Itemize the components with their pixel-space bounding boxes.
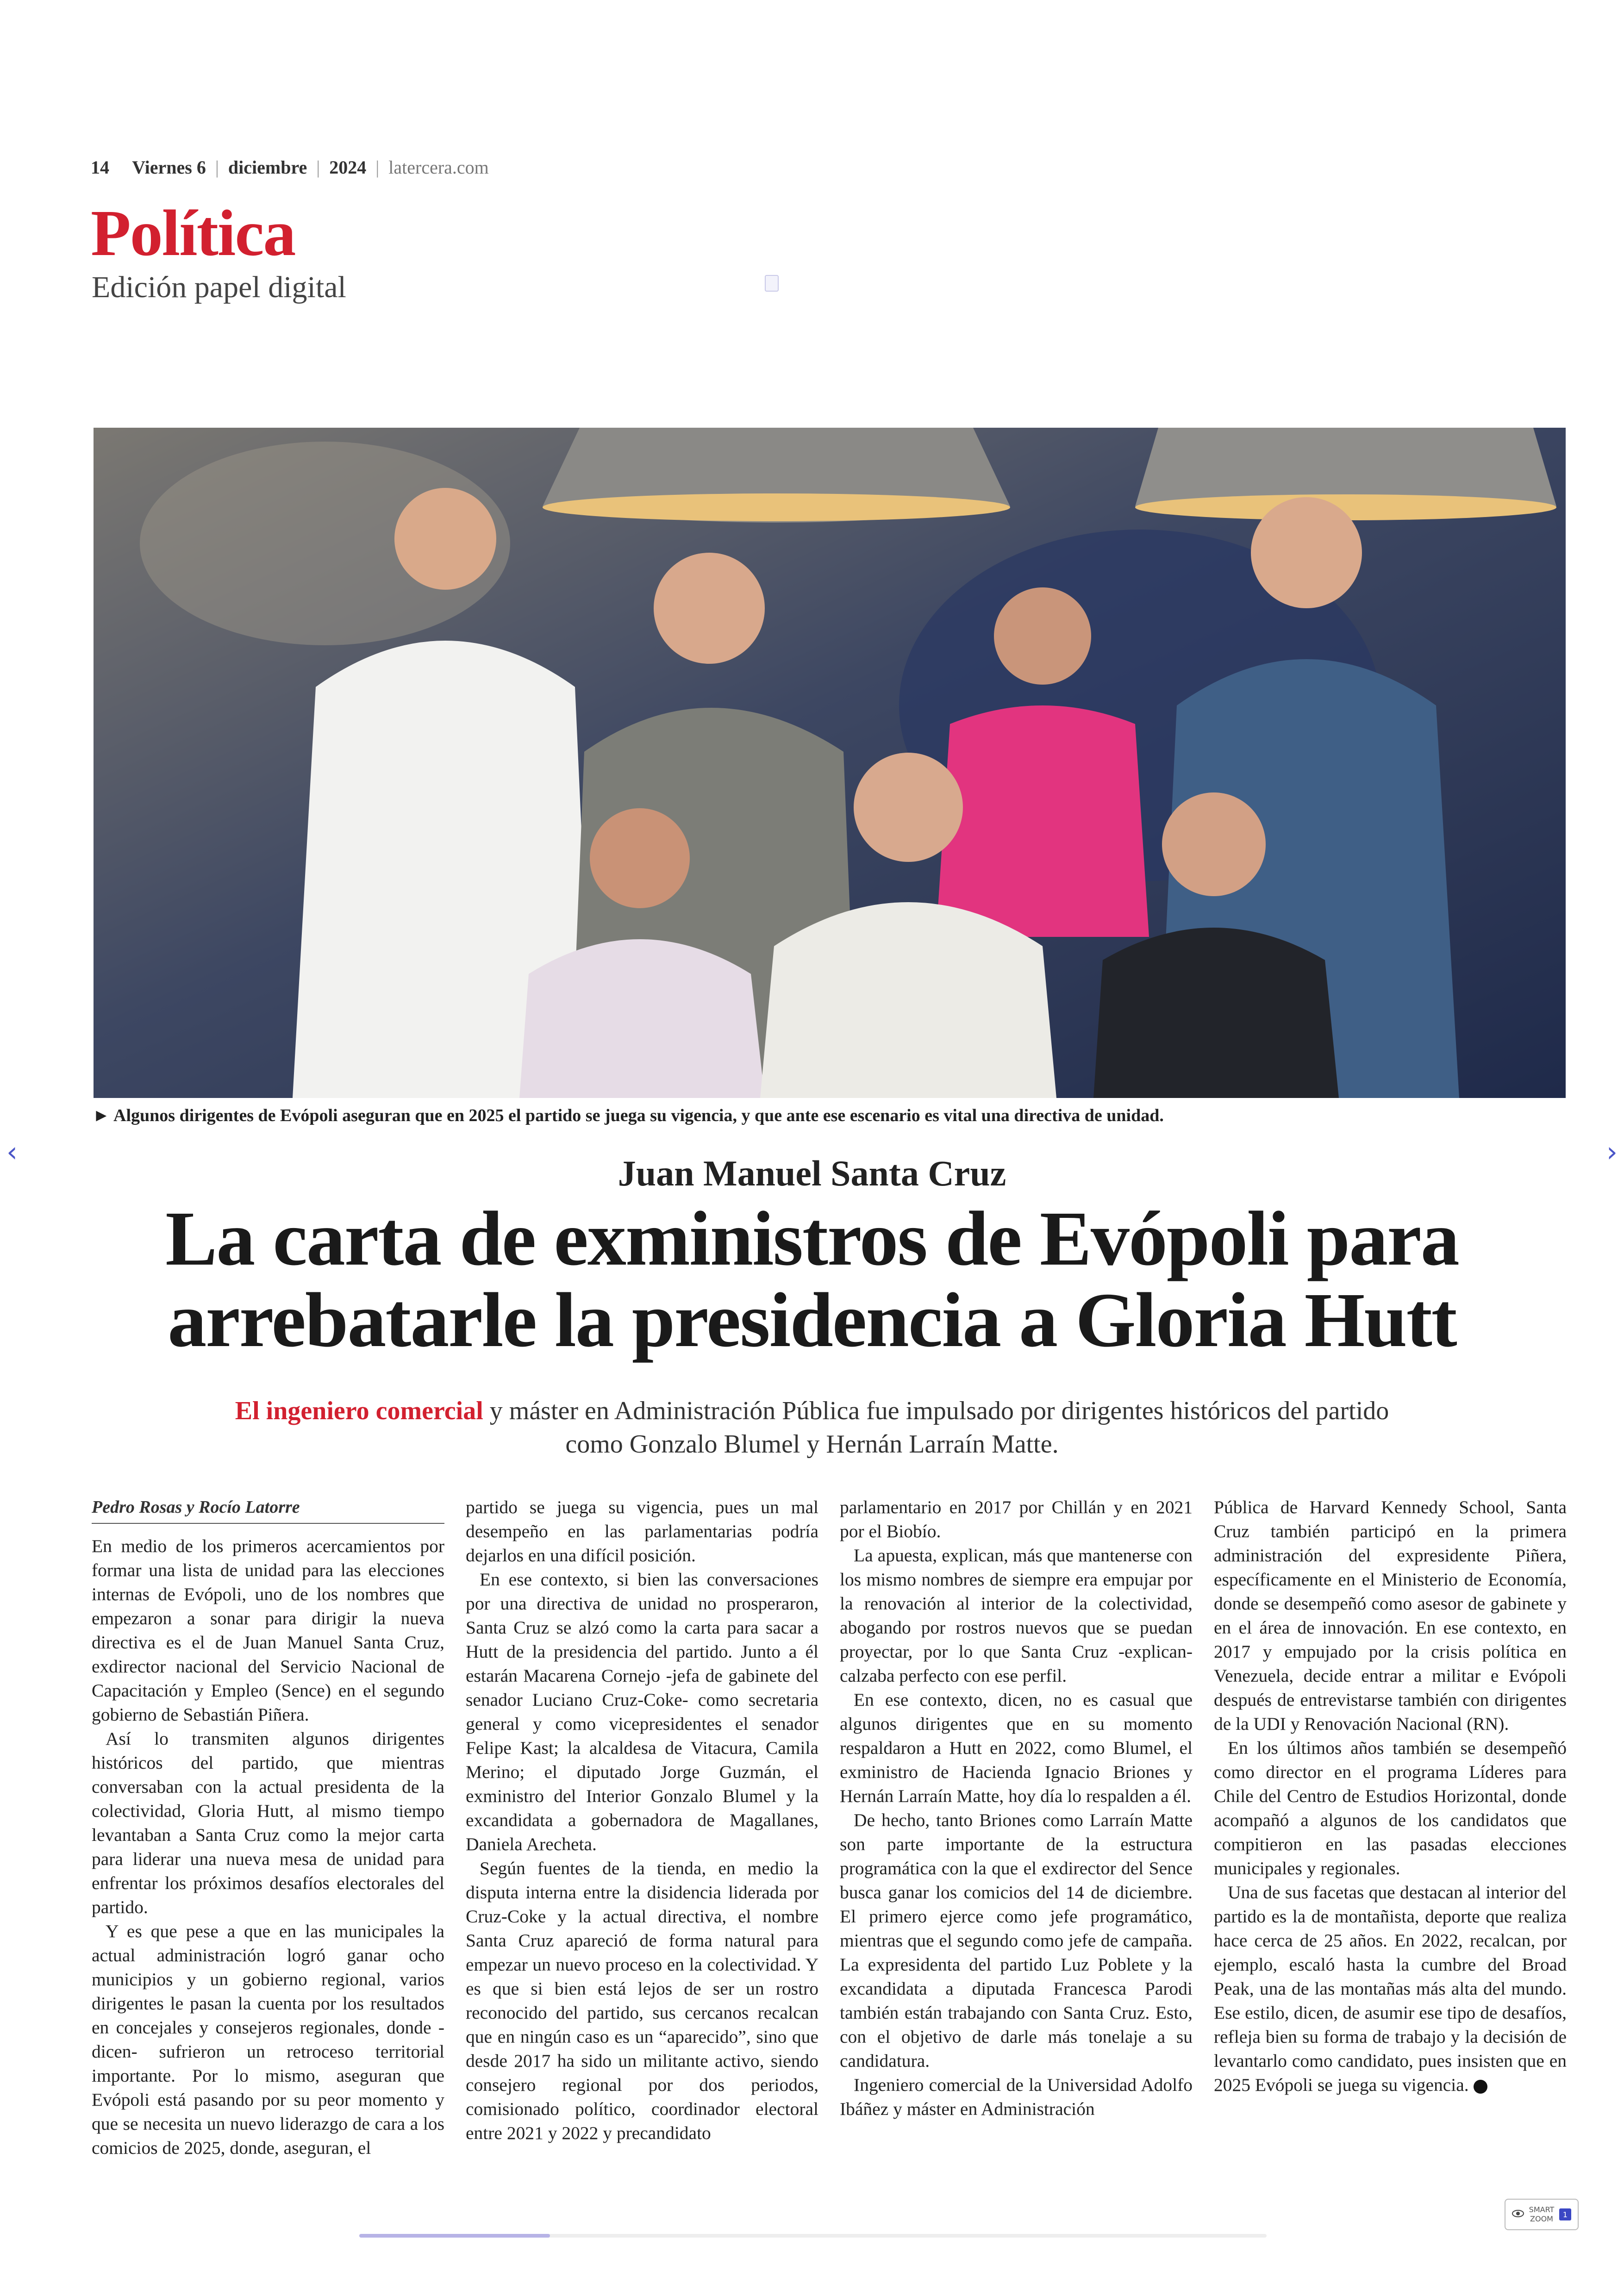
end-of-article-icon	[1474, 2080, 1487, 2094]
paragraph	[1214, 1880, 1567, 2097]
photo-caption: ► Algunos dirigentes de Evópoli aseguran que en 2025 el partido se juega su vigencia, y que ante ese escenario es vital una directiva de unidad.	[93, 1106, 1164, 1125]
article-column-3	[840, 1495, 1193, 2121]
paragraph: Y es que pese a que en las municipales la actual administración logró ganar ocho municipios y un gobierno regional, varios dirigentes le pasan la cuenta por los resultados en concejales y consejeros regionales, donde -dicen- sufrieron un retroceso territorial importante. Por lo mismo, aseguran que Evópoli está pasando por su peor momento y que se necesita un nuevo liderazgo de cara a los comicios de 2025, donde, aseguran, el	[92, 1921, 444, 2158]
group-photo-illustration	[94, 428, 1566, 1098]
paragraph: En ese contexto, dicen, no es casual que algunos dirigentes que en su momento respaldaron a Hutt en 2022, como Blumel, el exministro de Hacienda Ignacio Briones y Hernán Larraín Matte, hoy día lo respalden a él.	[840, 1690, 1193, 1806]
article-headline: La carta de exministros de Evópoli para arrebatarle la presidencia a Gloria Hutt	[165, 1196, 1459, 1363]
article-deck	[231, 1394, 1393, 1461]
paragraph: En ese contexto, si bien las conversaciones por una directiva de unidad no prosperaron, Santa Cruz se alzó como la carta para sacar a Hutt de la presidencia del partido. Junto a él estarán Macarena Cornejo -jefa de gabinete del senador Luciano Cruz-Coke- como secretaria general y como vicepresidentes el senador Felipe Kast; la alcaldesa de Vitacura, Camila Merino; el diputado Jorge Guzmán, el exministro del Interior Gonzalo Blumel y la excandidata a gobernadora de Magallanes, Daniela Arecheta.	[466, 1569, 818, 1854]
paragraph: parlamentario en 2017 por Chillán y en 2021 por el Biobío.	[840, 1497, 1193, 1541]
paragraph: Según fuentes de la tienda, en medio la disputa interna entre la disidencia liderada por Cruz-Coke y la actual directiva, el nombre Santa Cruz apareció de forma natural para empezar un nuevo proceso en la colectividad. Y es que si bien está lejos de ser un rostro reconocido del partido, sus cercanos recalcan que en ningún caso es un “aparecido”, sino que desde 2017 ha sido un militante activo, siendo consejero regional por dos periodos, comisionado político, coordinador electoral entre 2021 y 2022 y precandidato	[466, 1858, 818, 2143]
next-page-chevron-icon[interactable]: ›	[1606, 1136, 1618, 1168]
page-folio	[91, 156, 489, 178]
paragraph: partido se juega su vigencia, pues un mal desempeño en las parlamentarias podría dejarlos en una difícil posición.	[466, 1497, 818, 1565]
article-column-1	[92, 1495, 444, 2160]
paragraph: De hecho, tanto Briones como Larraín Matte son parte importante de la estructura programática con la que el exdirector del Sence busca ganar los comicios del 14 de diciembre. El primero ejerce como jefe programático, mientras que el segundo como jefe de campaña. La expresidenta del partido Luz Poblete y la excandidata a diputada Francesca Parodi también están trabajando con Santa Cruz. Esto, con el objetivo de darle más tonelaje a su candidatura.	[840, 1810, 1193, 2071]
date-month: diciembre	[228, 157, 307, 178]
paragraph-text: Una de sus facetas que destacan al interior del partido es la de montañista, deporte que realiza hace cerca de 25 años. En 2022, recalcan, por ejemplo, escaló hasta la cumbre del Broad Peak, una de las montañas más alta del mundo. Ese estilo, dicen, de asumir ese tipo de desafíos, refleja bien su forma de trabajo y la decisión de levantarlo como candidato, pues insisten que en 2025 Evópoli se juega su vigencia.	[1214, 1882, 1567, 2095]
article-column-4	[1214, 1495, 1567, 2097]
site-name: latercera.com	[388, 157, 489, 178]
smart-zoom-label-line2: ZOOM	[1530, 2214, 1553, 2223]
smart-zoom-label	[1529, 2205, 1555, 2224]
section-subtitle: Edición papel digital	[92, 270, 346, 304]
paragraph: En medio de los primeros acercamientos por formar una lista de unidad para las elecciones internas de Evópoli, uno de los nombres que empezaron a sonar para dirigir la nueva directiva es el de Juan Manuel Santa Cruz, exdirector nacional del Servicio Nacional de Capacitación y Empleo (Sence) en el segundo gobierno de Sebastián Piñera.	[92, 1536, 444, 1725]
deck-text: y máster en Administración Pública fue impulsado por dirigentes históricos del partido como Gonzalo Blumel y Hernán Larraín Matte.	[483, 1397, 1389, 1459]
article-body	[92, 1495, 1568, 2157]
paragraph: La apuesta, explican, más que mantenerse con los mismo nombres de siempre era empujar por la renovación al interior de la colectividad, abogando por rostros nuevos que se puedan proyectar, por lo que Santa Cruz -explican- calzaba perfecto con ese perfil.	[840, 1545, 1193, 1686]
folio-separator: |	[375, 157, 380, 178]
article-kicker: Juan Manuel Santa Cruz	[618, 1153, 1006, 1193]
page-marker-icon[interactable]	[765, 275, 779, 292]
folio-separator: |	[215, 157, 219, 178]
date-weekday: Viernes 6	[132, 157, 206, 178]
deck-highlight: El ingeniero comercial	[235, 1397, 483, 1425]
page-progress-scrollbar[interactable]	[359, 2234, 1267, 2238]
smart-zoom-label-line1: SMART	[1529, 2205, 1555, 2214]
paragraph: En los últimos años también se desempeñó como director en el programa Líderes para Chile del Centro de Estudios Horizontal, donde acompañó a algunos de los candidatos que compitieron en las pasadas elecciones municipales y regionales.	[1214, 1738, 1567, 1878]
paragraph: Pública de Harvard Kennedy School, Santa Cruz también participó en la primera administración del expresidente Piñera, específicamente en el Ministerio de Economía, donde se desempeñó como asesor de gabinete y en el área de innovación. En ese contexto, en 2017 y empujado por la crisis política en Venezuela, decide entrar a militar e Evópoli después de entrevistarse también con dirigentes de la UDI y Renovación Nacional (RN).	[1214, 1497, 1567, 1734]
previous-page-chevron-icon[interactable]: ‹	[6, 1136, 18, 1168]
eye-icon	[1512, 2209, 1524, 2220]
paragraph: Así lo transmiten algunos dirigentes históricos del partido, que mientras conversaban con la actual presidenta de la colectividad, Gloria Hutt, al mismo tiempo levantaban a Santa Cruz como la mejor carta para liderar una nueva mesa de unidad para enfrentar los próximos desafíos electorales del partido.	[92, 1728, 444, 1917]
folio-separator: |	[316, 157, 320, 178]
page-number: 14	[91, 157, 109, 178]
date-year: 2024	[329, 157, 367, 178]
page-progress-fill	[359, 2234, 550, 2238]
zoom-level-button[interactable]: 1	[1559, 2208, 1571, 2220]
smart-zoom-button[interactable]	[1505, 2199, 1579, 2230]
folio-separator	[119, 157, 123, 178]
byline: Pedro Rosas y Rocío Latorre	[92, 1495, 444, 1524]
article-photo	[94, 428, 1566, 1098]
article-column-2	[466, 1495, 818, 2145]
section-title: Política	[91, 196, 295, 269]
paragraph: Ingeniero comercial de la Universidad Adolfo Ibáñez y máster en Administración	[840, 2075, 1193, 2119]
